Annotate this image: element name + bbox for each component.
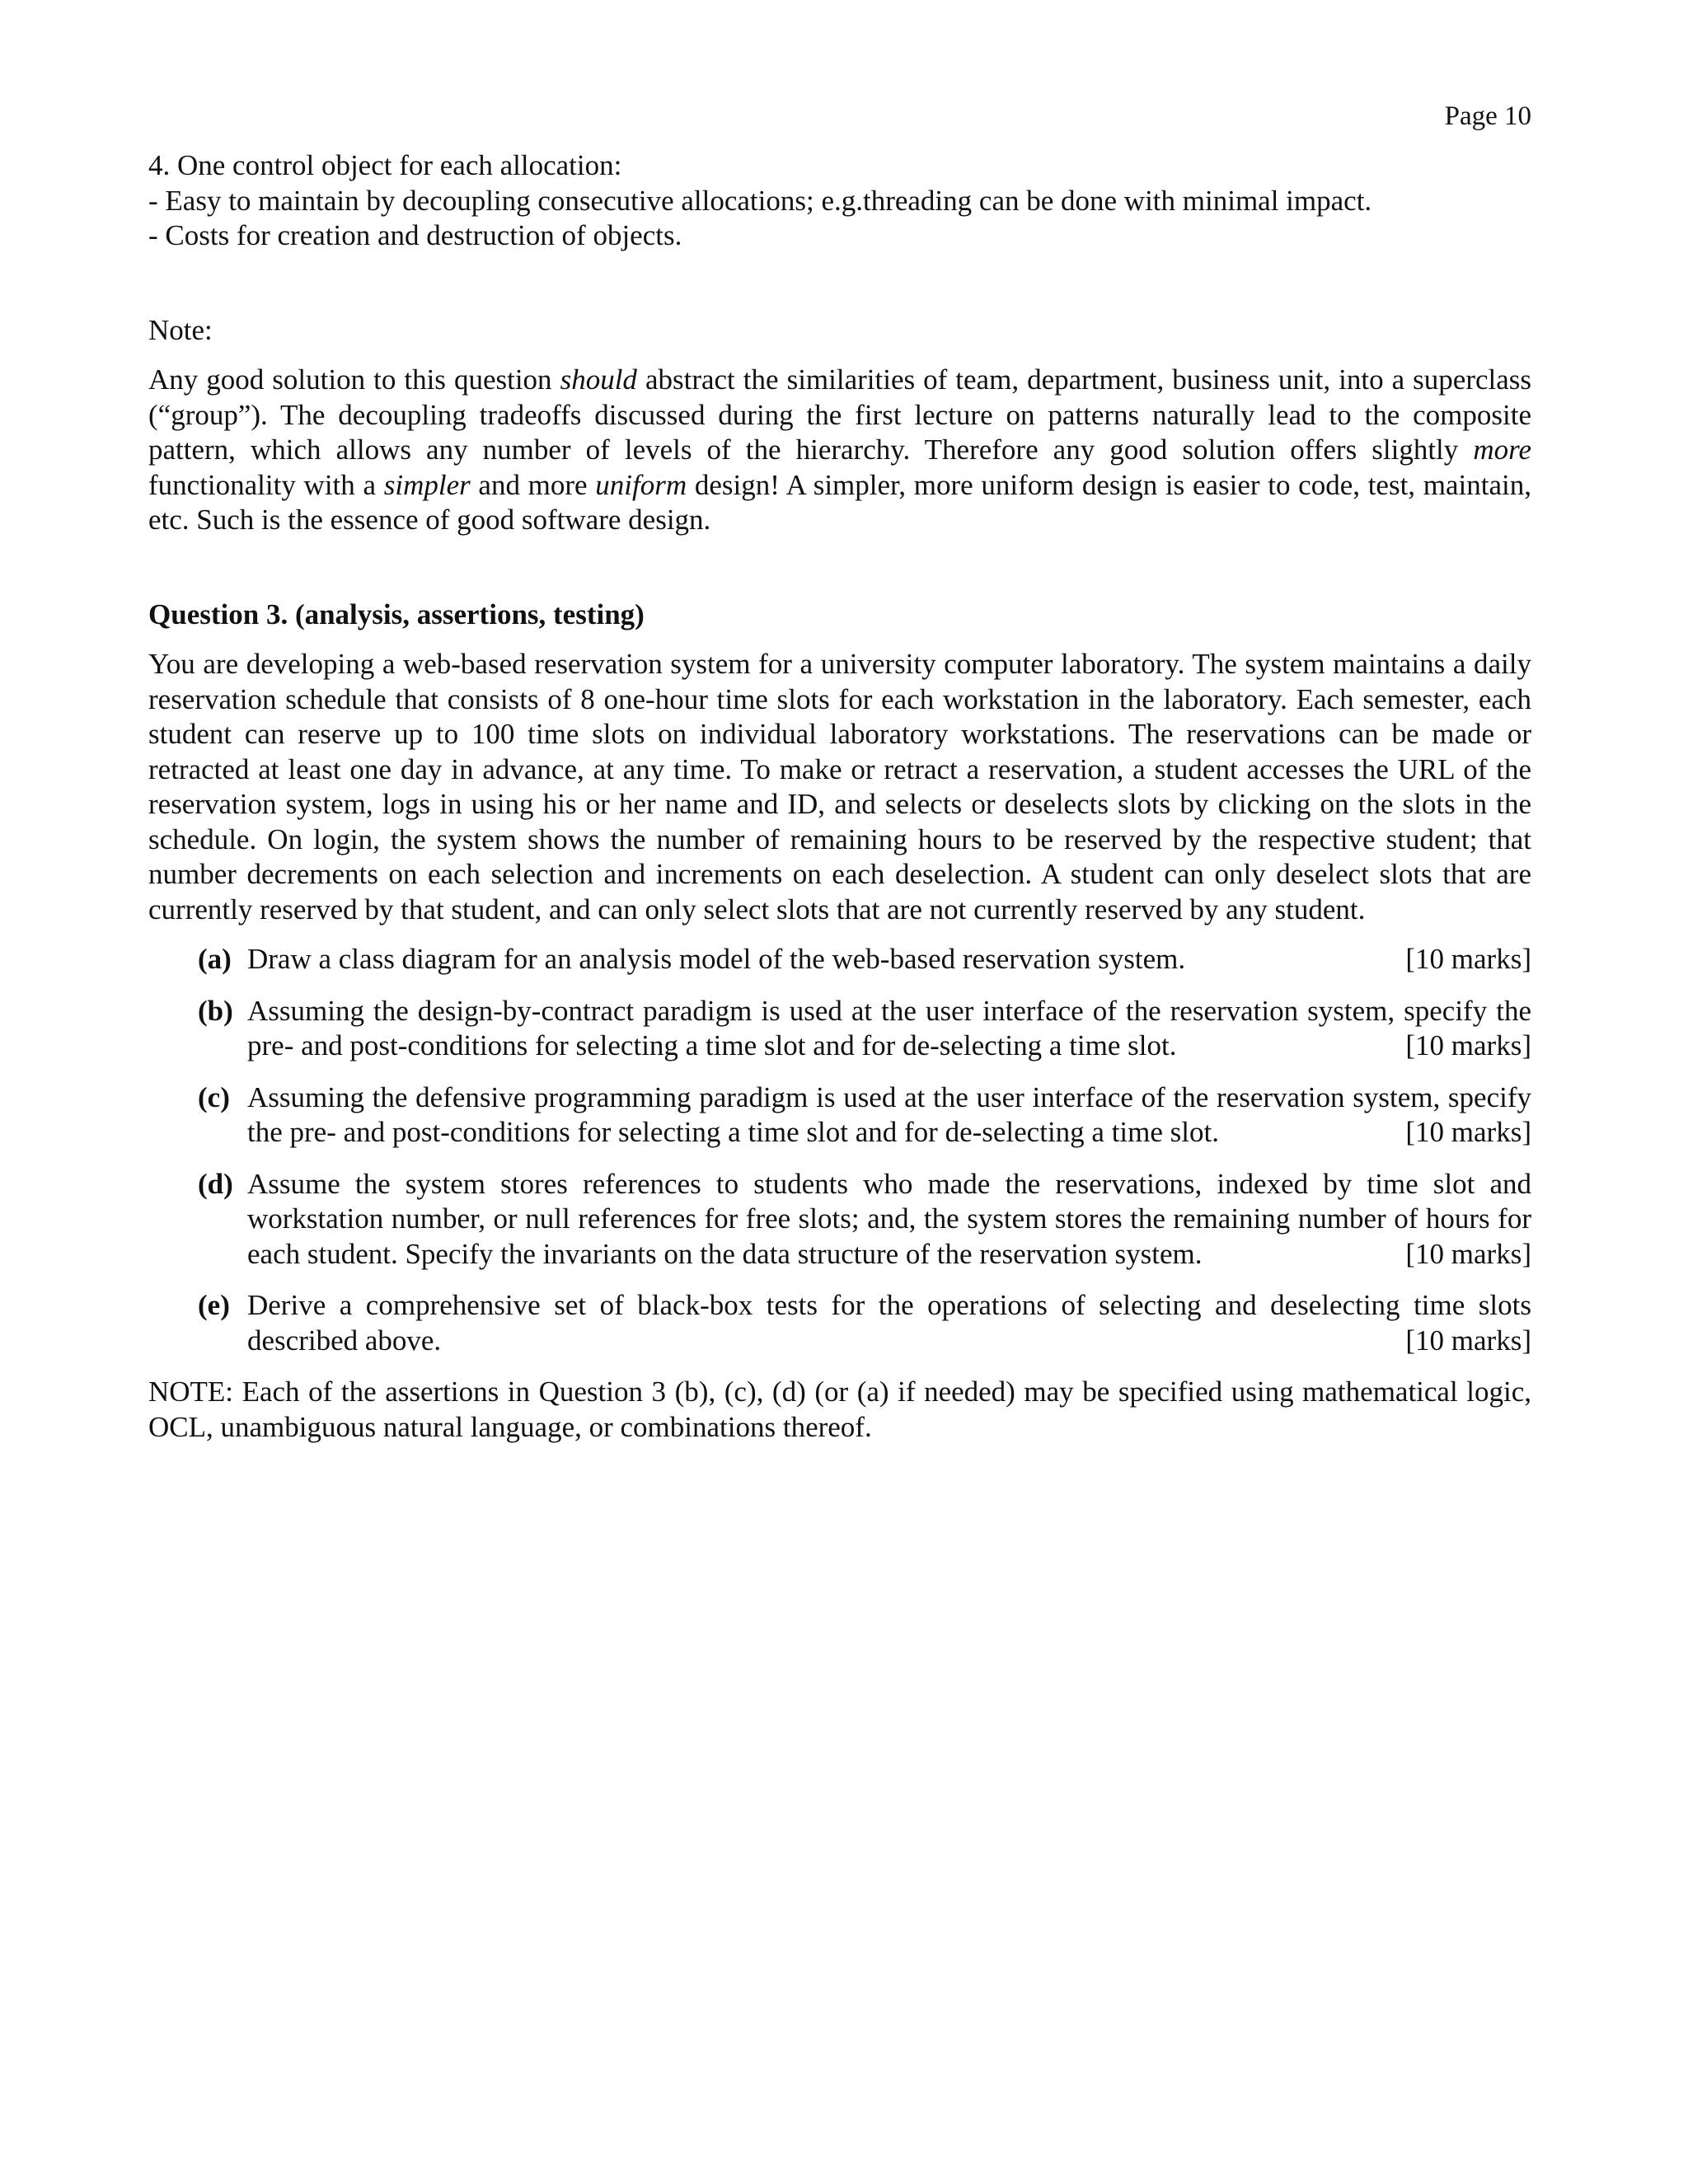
question3-note: NOTE: Each of the assertions in Question 3 (b), (c), (d) (or (a) if needed) may be specified using mathematical logic, OCL, unambiguous natural language, or combinations thereof. [148, 1376, 1531, 1443]
part-text: Assuming the defensive programming paradigm is used at the user interface of the reservation system, specify the pre- and post-conditions for selecting a time slot and for de-selecting a time slot. [247, 1080, 1531, 1148]
page-content [148, 148, 1531, 1445]
part-text: Assuming the design-by-contract paradigm is used at the user interface of the reservation system, specify the pre- and post-conditions for selecting a time slot and for de-selecting a time slot. [247, 994, 1531, 1062]
part-text: Derive a comprehensive set of black-box tests for the operations of selecting and deselecting time slots described above. [247, 1289, 1531, 1357]
question3-heading: Question 3. (analysis, assertions, testing) [148, 598, 645, 630]
question3-parts [148, 942, 1531, 1358]
part-letter: (a) [198, 943, 232, 975]
question3-part-a [148, 942, 1531, 977]
part-letter: (b) [198, 994, 233, 1027]
question3-part-c [148, 1080, 1531, 1151]
part-marks: [10 marks] [1405, 1237, 1531, 1270]
part-text: Assume the system stores references to students who made the reservations, indexed by time slot and workstation number, or null references for free slots; and, the system stores the remaining number of hours for each student. Specify the invariants on the data structure of the reservation system. [247, 1167, 1531, 1270]
note-text-4: and more [470, 468, 596, 501]
part-marks: [10 marks] [1405, 1324, 1531, 1357]
note-label: Note: [148, 313, 213, 346]
item4-heading: 4. One control object for each allocation: [148, 149, 622, 181]
question3-part-d [148, 1167, 1531, 1272]
part-text: Draw a class diagram for an analysis model of the web-based reservation system. [247, 943, 1186, 975]
note-emphasis-uniform: uniform [595, 468, 687, 501]
spacer [148, 348, 1531, 363]
spacer [148, 538, 1531, 598]
page-number: Page 10 [1444, 101, 1531, 131]
part-marks: [10 marks] [1405, 1116, 1531, 1148]
part-letter: (c) [198, 1080, 230, 1113]
item4-pro: - Easy to maintain by decoupling consecutive allocations; e.g.threading can be done with minimal impact. [148, 184, 1372, 217]
note-emphasis-should: should [560, 363, 637, 396]
note-text-3: functionality with a [148, 468, 384, 501]
part-marks: [10 marks] [1405, 1029, 1531, 1062]
part-marks: [10 marks] [1405, 943, 1531, 975]
question3-part-b [148, 994, 1531, 1064]
part-letter: (d) [198, 1167, 233, 1200]
note-text-5: design! A simpler, more uniform design is easier to code, test, maintain, etc. Such is the essence of good software design. [148, 468, 1531, 536]
spacer [148, 254, 1531, 313]
note-emphasis-simpler: simpler [383, 468, 471, 501]
spacer [148, 632, 1531, 647]
note-emphasis-more: more [1473, 434, 1531, 466]
note-text-1: Any good solution to this question [148, 363, 560, 396]
item4-con: - Costs for creation and destruction of objects. [148, 219, 682, 251]
note-text-2: abstract the similarities of team, department, business unit, into a superclass (“group”). The decoupling tradeoffs discussed during the first lecture on patterns naturally lead to the composite pattern, which allows any number of levels of the hierarchy. Therefore any good solution offers slightly [148, 363, 1532, 466]
question3-intro: You are developing a web-based reservation system for a university computer laboratory. The system maintains a daily reservation schedule that consists of 8 one-hour time slots for each workstation in the laboratory. Each semester, each student can reserve up to 100 time slots on individual laboratory workstations. The reservations can be made or retracted at least one day in advance, at any time. To make or retract a reservation, a student accesses the URL of the reservation system, logs in using his or her name and ID, and selects or deselects slots by clicking on the slots in the schedule. On login, the system shows the number of remaining hours to be reserved by the respective student; that number decrements on each selection and increments on each deselection. A student can only deselect slots that are currently reserved by that student, and can only select slots that are not currently reserved by any student. [148, 648, 1531, 926]
note-paragraph [148, 363, 1531, 538]
question3-part-e [148, 1288, 1531, 1358]
part-letter: (e) [198, 1289, 230, 1321]
